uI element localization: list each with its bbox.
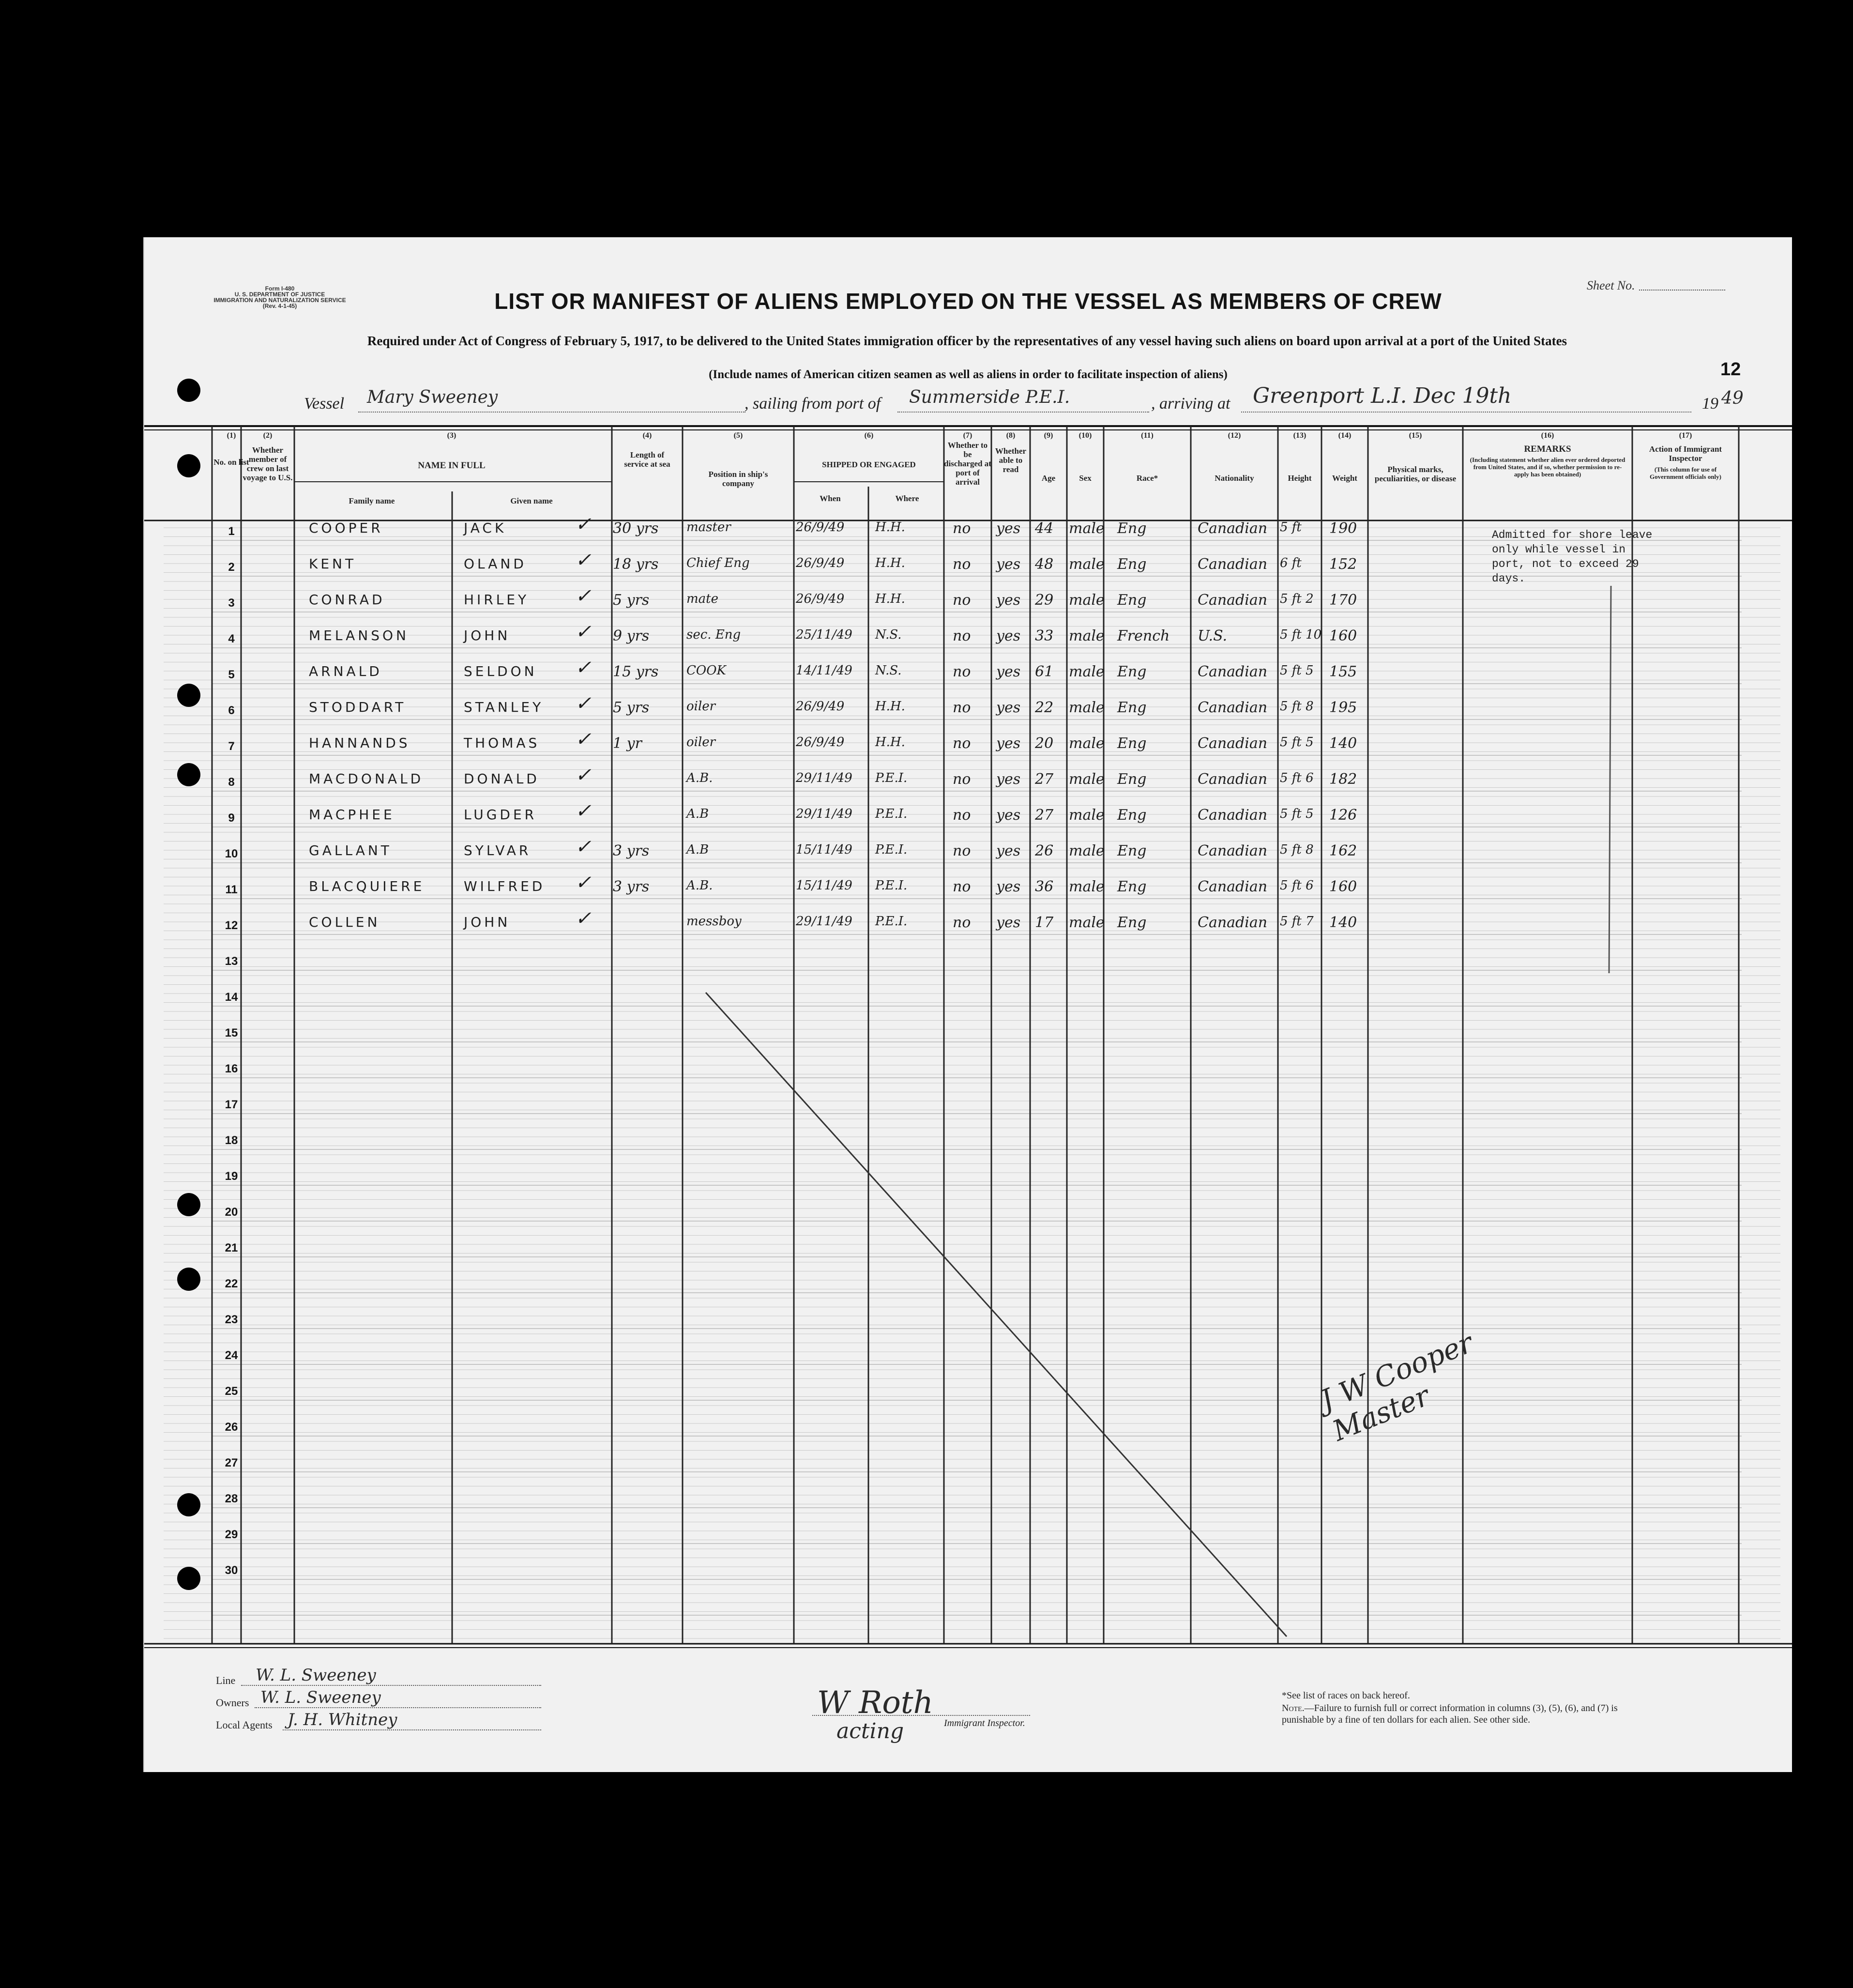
- family-name: COOPER: [309, 520, 383, 536]
- col13-header: Height: [1288, 474, 1312, 483]
- row-number: 14: [225, 991, 238, 1004]
- weight: 160: [1329, 627, 1357, 644]
- manifest-sheet: [143, 237, 1792, 1772]
- given-name: HIRLEY: [464, 592, 530, 608]
- punch-hole: [177, 454, 200, 477]
- col15-number: (15): [1409, 431, 1422, 440]
- sex: male: [1069, 807, 1105, 824]
- height: 5 ft 8: [1280, 842, 1314, 857]
- col11-number: (11): [1141, 431, 1154, 440]
- row-number: 6: [228, 704, 235, 717]
- check-mark: ✓: [575, 764, 592, 786]
- punch-hole: [177, 1193, 200, 1216]
- row-number: 26: [225, 1421, 238, 1434]
- row-number: 19: [225, 1170, 238, 1183]
- given-name: SELDON: [464, 663, 537, 679]
- nationality: Canadian: [1198, 699, 1268, 716]
- col3-header: NAME IN FULL: [418, 460, 486, 471]
- shipped-when: 15/11/49: [796, 878, 852, 893]
- row-number: 22: [225, 1277, 238, 1290]
- nationality: Canadian: [1198, 771, 1268, 788]
- ship-position: mate: [686, 592, 718, 606]
- shipped-where: P.E.I.: [875, 842, 908, 857]
- shipped-when: 26/9/49: [796, 520, 845, 535]
- col2-number: (2): [263, 431, 273, 440]
- discharged-flag: no: [953, 663, 971, 680]
- form-number: Form I-480: [265, 285, 295, 292]
- vessel-name: Mary Sweeney: [367, 387, 498, 407]
- given-name: JOHN: [464, 914, 511, 930]
- col5-number: (5): [733, 431, 743, 440]
- shipped-where: N.S.: [875, 627, 902, 642]
- family-name: STODDART: [309, 699, 407, 715]
- row-number: 15: [225, 1026, 238, 1040]
- col2-header: Whether member of crew on last voyage to U.S.: [243, 445, 293, 482]
- shipped-when: 29/11/49: [796, 914, 852, 929]
- col16-subheader: (Including statement whether alien ever ordered deported from United States, and if so, whether permission to re-apply has been obtained): [1470, 456, 1625, 478]
- col3-number: (3): [447, 431, 456, 440]
- discharged-flag: no: [953, 878, 971, 895]
- row-number: 13: [225, 955, 238, 968]
- age: 33: [1035, 627, 1054, 644]
- col12-header: Nationality: [1215, 474, 1254, 483]
- weight: 152: [1329, 556, 1357, 573]
- shipped-where: H.H.: [875, 735, 905, 749]
- row-number: 11: [225, 883, 238, 896]
- discharged-flag: no: [953, 842, 971, 859]
- length-of-service: 9 yrs: [613, 627, 650, 644]
- revision: (Rev. 4-1-45): [262, 303, 297, 309]
- page-number: 12: [1720, 359, 1741, 380]
- department-name: U. S. DEPARTMENT OF JUSTICE: [234, 291, 325, 298]
- family-name: COLLEN: [309, 914, 380, 930]
- note-label: Note.: [1282, 1703, 1305, 1713]
- age: 44: [1035, 520, 1054, 537]
- ship-position: oiler: [686, 699, 716, 714]
- check-mark: ✓: [575, 728, 592, 750]
- family-name: KENT: [309, 556, 357, 572]
- ship-position: sec. Eng: [686, 627, 741, 642]
- shipped-where: P.E.I.: [875, 807, 908, 821]
- year-prefix: 19: [1702, 395, 1718, 413]
- row-number: 25: [225, 1385, 238, 1398]
- arriving-label: , arriving at: [1151, 395, 1230, 413]
- required-text: Required under Act of Congress of February 5, 1917, to be delivered to the United States immigration officer by the representatives of any vessel having such aliens on board upon arrival at a port of the United States: [367, 334, 1567, 348]
- agents-label: Local Agents: [216, 1719, 273, 1731]
- year-suffix: 49: [1721, 388, 1744, 408]
- given-name: JACK: [464, 520, 507, 536]
- discharged-flag: no: [953, 807, 971, 824]
- col11-header: Race*: [1136, 474, 1158, 483]
- able-to-read: yes: [996, 771, 1021, 788]
- shipped-where: P.E.I.: [875, 914, 908, 929]
- row-number: 20: [225, 1206, 238, 1219]
- inspector-field: [812, 1714, 1030, 1716]
- col17-header: Action of Immigrant Inspector: [1649, 444, 1722, 463]
- race: Eng: [1117, 807, 1147, 824]
- col3a-header: Family name: [349, 496, 395, 505]
- punch-hole: [177, 763, 200, 786]
- length-of-service: 3 yrs: [613, 878, 650, 895]
- col10-header: Sex: [1079, 474, 1092, 483]
- col16-number: (16): [1541, 431, 1554, 440]
- col12-number: (12): [1228, 431, 1241, 440]
- length-of-service: 3 yrs: [613, 842, 650, 859]
- row-number: 3: [228, 596, 235, 610]
- punch-hole: [177, 684, 200, 707]
- height: 5 ft 10: [1280, 627, 1322, 642]
- family-name: MACDONALD: [309, 771, 424, 787]
- col17-subheader: (This column for use of Government officials only): [1649, 466, 1722, 480]
- check-mark: ✓: [575, 800, 592, 822]
- given-name: STANLEY: [464, 699, 544, 715]
- discharged-flag: no: [953, 520, 971, 537]
- height: 5 ft 7: [1280, 914, 1314, 929]
- nationality: Canadian: [1198, 914, 1268, 931]
- age: 36: [1035, 878, 1054, 895]
- vessel-label: Vessel: [304, 395, 345, 413]
- owners-value: W. L. Sweeney: [260, 1688, 381, 1707]
- row-number: 29: [225, 1528, 238, 1541]
- height: 5 ft 6: [1280, 771, 1314, 785]
- able-to-read: yes: [996, 556, 1021, 573]
- shipped-when: 15/11/49: [796, 842, 852, 857]
- age: 22: [1035, 699, 1054, 716]
- shipped-where: H.H.: [875, 520, 905, 535]
- able-to-read: yes: [996, 663, 1021, 680]
- nationality: Canadian: [1198, 520, 1268, 537]
- punch-hole: [177, 1268, 200, 1291]
- length-of-service: 1 yr: [613, 735, 642, 752]
- able-to-read: yes: [996, 878, 1021, 895]
- able-to-read: yes: [996, 807, 1021, 824]
- col9-header: Age: [1041, 474, 1056, 483]
- able-to-read: yes: [996, 627, 1021, 644]
- col4-header: Length of service at sea: [624, 450, 670, 469]
- row-number: 12: [225, 919, 238, 932]
- height: 5 ft: [1280, 520, 1302, 535]
- shipped-where: P.E.I.: [875, 771, 908, 785]
- race: Eng: [1117, 556, 1147, 573]
- race: Eng: [1117, 914, 1147, 931]
- sex: male: [1069, 663, 1105, 680]
- sex: male: [1069, 842, 1105, 859]
- height: 5 ft 5: [1280, 735, 1314, 749]
- ship-position: master: [686, 520, 731, 535]
- able-to-read: yes: [996, 842, 1021, 859]
- shipped-when: 26/9/49: [796, 556, 845, 570]
- row-number: 21: [225, 1241, 238, 1254]
- arriving-port: Greenport L.I. Dec 19th: [1253, 383, 1512, 408]
- col3b-header: Given name: [510, 496, 553, 505]
- family-name: MACPHEE: [309, 807, 395, 823]
- discharged-flag: no: [953, 699, 971, 716]
- age: 29: [1035, 592, 1054, 609]
- nationality: Canadian: [1198, 592, 1268, 609]
- length-of-service: 5 yrs: [613, 592, 650, 609]
- able-to-read: yes: [996, 592, 1021, 609]
- given-name: WILFRED: [464, 878, 546, 894]
- length-of-service: 30 yrs: [613, 520, 659, 537]
- weight: 140: [1329, 914, 1357, 931]
- check-mark: ✓: [575, 621, 592, 643]
- shipped-where: H.H.: [875, 699, 905, 714]
- inspector-note: acting: [836, 1719, 904, 1743]
- discharged-flag: no: [953, 592, 971, 609]
- owners-label: Owners: [216, 1697, 249, 1709]
- weight: 182: [1329, 771, 1357, 788]
- shipped-when: 26/9/49: [796, 699, 845, 714]
- shipped-when: 29/11/49: [796, 771, 852, 785]
- agents-value: J. H. Whitney: [288, 1710, 397, 1729]
- family-name: HANNANDS: [309, 735, 410, 751]
- age: 27: [1035, 807, 1054, 824]
- given-name: LUGDER: [464, 807, 537, 823]
- punch-hole: [177, 1567, 200, 1590]
- height: 6 ft: [1280, 556, 1302, 570]
- sex: male: [1069, 699, 1105, 716]
- height: 5 ft 5: [1280, 663, 1314, 678]
- able-to-read: yes: [996, 699, 1021, 716]
- penalty-note: [1282, 1702, 1650, 1726]
- check-mark: ✓: [575, 657, 592, 679]
- col7-header: Whether to be discharged at port of arrival: [944, 441, 991, 487]
- age: 17: [1035, 914, 1054, 931]
- given-name: DONALD: [464, 771, 540, 787]
- col1-header: No. on list: [213, 458, 249, 467]
- weight: 190: [1329, 520, 1357, 537]
- ship-position: oiler: [686, 735, 716, 749]
- row-number: 2: [228, 561, 235, 574]
- row-number: 18: [225, 1134, 238, 1147]
- shipped-where: P.E.I.: [875, 878, 908, 893]
- race: Eng: [1117, 842, 1147, 859]
- ship-position: A.B: [686, 807, 709, 821]
- sex: male: [1069, 878, 1105, 895]
- check-mark: ✓: [575, 549, 592, 571]
- age: 26: [1035, 842, 1054, 859]
- nationality: Canadian: [1198, 663, 1268, 680]
- nationality: Canadian: [1198, 807, 1268, 824]
- races-note: *See list of races on back hereof.: [1282, 1690, 1410, 1701]
- discharged-flag: no: [953, 735, 971, 752]
- family-name: ARNALD: [309, 663, 382, 679]
- age: 20: [1035, 735, 1054, 752]
- age: 61: [1035, 663, 1054, 680]
- note-text: —Failure to furnish full or correct information in columns (3), (5), (6), and (7) is punishable by a fine of ten dollars for each alien. See other side.: [1282, 1703, 1618, 1725]
- col7-number: (7): [963, 431, 972, 440]
- sex: male: [1069, 520, 1105, 537]
- family-name: GALLANT: [309, 842, 392, 858]
- col14-header: Weight: [1332, 474, 1357, 483]
- col10-number: (10): [1078, 431, 1092, 440]
- race: Eng: [1117, 771, 1147, 788]
- row-number: 16: [225, 1062, 238, 1075]
- punch-hole: [177, 1493, 200, 1516]
- col6-number: (6): [864, 431, 874, 440]
- sex: male: [1069, 735, 1105, 752]
- row-number: 4: [228, 632, 235, 645]
- row-number: 5: [228, 668, 235, 681]
- given-name: JOHN: [464, 627, 511, 643]
- sex: male: [1069, 771, 1105, 788]
- discharged-flag: no: [953, 771, 971, 788]
- col16-header: REMARKS: [1524, 444, 1571, 454]
- row-number: 27: [225, 1456, 238, 1469]
- remarks-text: Admitted for shore leave only while vessel in port, not to exceed 29 days.: [1492, 529, 1653, 585]
- sex: male: [1069, 592, 1105, 609]
- col1-number: (1): [227, 431, 236, 440]
- given-name: SYLVAR: [464, 842, 532, 858]
- discharged-flag: no: [953, 914, 971, 931]
- discharged-flag: no: [953, 627, 971, 644]
- weight: 140: [1329, 735, 1357, 752]
- shipped-when: 26/9/49: [796, 735, 845, 749]
- height: 5 ft 5: [1280, 807, 1314, 821]
- race: Eng: [1117, 520, 1147, 537]
- col8-header: Whether able to read: [995, 446, 1027, 474]
- include-note: (Include names of American citizen seamen as well as aliens in order to facilitate inspection of aliens): [709, 368, 1228, 381]
- shipped-where: H.H.: [875, 556, 905, 570]
- family-name: MELANSON: [309, 627, 409, 643]
- shipped-when: 29/11/49: [796, 807, 852, 821]
- weight: 160: [1329, 878, 1357, 895]
- check-mark: ✓: [575, 692, 592, 715]
- row-number: 10: [225, 847, 238, 860]
- col14-number: (14): [1338, 431, 1352, 440]
- age: 27: [1035, 771, 1054, 788]
- nationality: Canadian: [1198, 556, 1268, 573]
- race: Eng: [1117, 735, 1147, 752]
- sheet-number-label: Sheet No.: [1587, 278, 1635, 292]
- weight: 126: [1329, 807, 1357, 824]
- col6-header: SHIPPED OR ENGAGED: [822, 460, 916, 469]
- race: Eng: [1117, 878, 1147, 895]
- sex: male: [1069, 627, 1105, 644]
- ship-position: A.B.: [686, 878, 713, 893]
- check-mark: ✓: [575, 585, 592, 607]
- family-name: BLACQUIERE: [309, 878, 425, 894]
- sex: male: [1069, 914, 1105, 931]
- nationality: Canadian: [1198, 735, 1268, 752]
- col6a-header: When: [820, 494, 841, 503]
- check-mark: ✓: [575, 907, 592, 930]
- race: Eng: [1117, 699, 1147, 716]
- col5-header: Position in ship's company: [708, 470, 768, 488]
- row-number: 1: [228, 525, 235, 538]
- race: Eng: [1117, 592, 1147, 609]
- col6b-header: Where: [895, 494, 919, 503]
- row-number: 23: [225, 1313, 238, 1326]
- weight: 170: [1329, 592, 1357, 609]
- able-to-read: yes: [996, 735, 1021, 752]
- age: 48: [1035, 556, 1054, 573]
- row-number: 9: [228, 811, 235, 825]
- row-number: 28: [225, 1492, 238, 1505]
- shipped-where: H.H.: [875, 592, 905, 606]
- ship-position: A.B.: [686, 771, 713, 785]
- nationality: U.S.: [1198, 627, 1228, 644]
- nationality: Canadian: [1198, 842, 1268, 859]
- length-of-service: 15 yrs: [613, 663, 659, 680]
- given-name: OLAND: [464, 556, 527, 572]
- service-name: IMMIGRATION AND NATURALIZATION SERVICE: [213, 297, 346, 304]
- col8-number: (8): [1006, 431, 1016, 440]
- inspector-signature: W Roth: [817, 1685, 933, 1721]
- row-number: 17: [225, 1098, 238, 1111]
- row-number: 24: [225, 1349, 238, 1362]
- line-label: Line: [216, 1674, 236, 1686]
- row-number: 8: [228, 776, 235, 789]
- line-value: W. L. Sweeney: [256, 1666, 376, 1685]
- weight: 162: [1329, 842, 1357, 859]
- weight: 155: [1329, 663, 1357, 680]
- sailing-label: , sailing from port of: [744, 395, 881, 413]
- height: 5 ft 2: [1280, 592, 1314, 606]
- row-number: 7: [228, 740, 235, 753]
- height: 5 ft 6: [1280, 878, 1314, 893]
- ship-position: A.B: [686, 842, 709, 857]
- sex: male: [1069, 556, 1105, 573]
- shipped-where: N.S.: [875, 663, 902, 678]
- family-name: CONRAD: [309, 592, 385, 608]
- shipped-when: 25/11/49: [796, 627, 852, 642]
- height: 5 ft 8: [1280, 699, 1314, 714]
- ship-position: COOK: [686, 663, 726, 678]
- sailing-port: Summerside P.E.I.: [909, 387, 1070, 407]
- ship-position: messboy: [686, 914, 742, 929]
- shipped-when: 14/11/49: [796, 663, 852, 678]
- able-to-read: yes: [996, 520, 1021, 537]
- check-mark: ✓: [575, 872, 592, 894]
- length-of-service: 5 yrs: [613, 699, 650, 716]
- master-signature: J W Cooper Master: [1315, 1326, 1478, 1448]
- check-mark: ✓: [575, 513, 592, 535]
- col17-number: (17): [1679, 431, 1692, 440]
- inspector-label: Immigrant Inspector.: [944, 1718, 1025, 1728]
- length-of-service: 18 yrs: [613, 556, 659, 573]
- able-to-read: yes: [996, 914, 1021, 931]
- race: Eng: [1117, 663, 1147, 680]
- check-mark: ✓: [575, 836, 592, 858]
- col13-number: (13): [1293, 431, 1306, 440]
- nationality: Canadian: [1198, 878, 1268, 895]
- shipped-when: 26/9/49: [796, 592, 845, 606]
- race: French: [1117, 627, 1170, 644]
- page-title: LIST OR MANIFEST OF ALIENS EMPLOYED ON THE VESSEL AS MEMBERS OF CREW: [494, 289, 1442, 314]
- row-number: 30: [225, 1564, 238, 1577]
- weight: 195: [1329, 699, 1357, 716]
- punch-hole: [177, 379, 200, 402]
- col9-number: (9): [1044, 431, 1053, 440]
- discharged-flag: no: [953, 556, 971, 573]
- ship-position: Chief Eng: [686, 556, 750, 570]
- col15-header: Physical marks, peculiarities, or disease: [1374, 465, 1457, 483]
- given-name: THOMAS: [464, 735, 540, 751]
- col4-number: (4): [642, 431, 652, 440]
